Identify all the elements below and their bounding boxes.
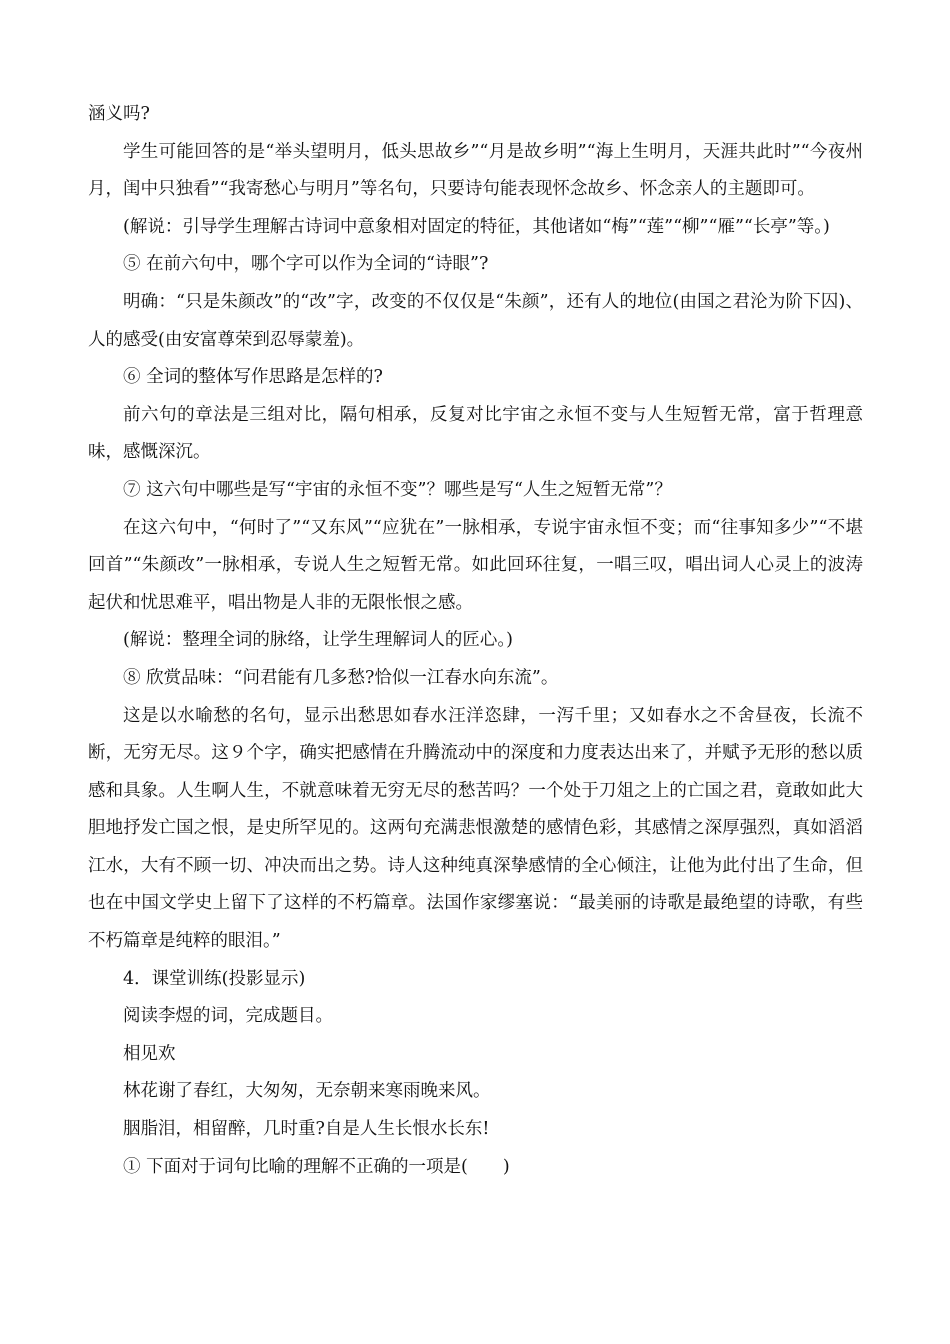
question-5: ⑤ 在前六句中，哪个字可以作为全词的“诗眼”? bbox=[123, 254, 489, 275]
answer-8: 这是以水喻愁的名句，显示出愁思如春水汪洋恣肆，一泻千里；又如春水之不舍昼夜，长流不断，无穷无尽。这９个字，确实把感情在升腾流动中的深度和力度表达出来了，并赋予无形的愁以质感和具象。人生啊人生，不就意味着无穷无尽的愁苦吗？一个处于刀俎之上的亡国之君，竟敢如此大胆地抒发亡国之恨，是史所罕见的。这两句充满悲恨激楚的感情色彩，其感情之深厚强烈，真如滔滔江水，大有不顾一切、冲决而出之势。诗人这种纯真深挚感情的全心倾注，让他为此付出了生命，但也在中国文学史上留下了这样的不朽篇章。法国作家缪塞说：“最美丽的诗歌是最绝望的诗歌，有些不朽篇章是纯粹的眼泪。” bbox=[88, 705, 863, 952]
question-8: ⑧ 欣赏品味：“问君能有几多愁?恰似一江春水向东流”。 bbox=[123, 667, 559, 688]
question-7: ⑦ 这六句中哪些是写“宇宙的永恒不变”？哪些是写“人生之短暂无常”？ bbox=[123, 479, 672, 500]
exercise-question-1: ① 下面对于词句比喻的理解不正确的一项是( ) bbox=[123, 1156, 510, 1177]
answer-5: 明确：“只是朱颜改”的“改”字，改变的不仅仅是“朱颜”，还有人的地位(由国之君沦为阶下囚)、人的感受(由安富尊荣到忍辱蒙羞)。 bbox=[88, 291, 863, 350]
section-heading: 4．课堂训练(投影显示) bbox=[123, 968, 306, 989]
answer-7: 在这六句中，“何时了”“又东风”“应犹在”一脉相承，专说宇宙永恒不变；而“往事知多少”“不堪回首”“朱颜改”一脉相承，专说人生之短暂无常。如此回环往复，一唱三叹，唱出词人心灵上的波涛起伏和忧思难平，唱出物是人非的无限怅恨之感。 bbox=[88, 517, 863, 613]
paragraph-3: (解说：引导学生理解古诗词中意象相对固定的特征，其他诸如“梅”“莲”“柳”“雁”“长亭”等。) bbox=[123, 216, 830, 237]
paragraph-1: 涵义吗? bbox=[88, 104, 150, 124]
poem-title: 相见欢 bbox=[123, 1043, 176, 1064]
question-6: ⑥ 全词的整体写作思路是怎样的? bbox=[123, 367, 383, 388]
poem-line-1: 林花谢了春红，大匆匆，无奈朝来寒雨晚来风。 bbox=[123, 1081, 491, 1102]
note-7: (解说：整理全词的脉络，让学生理解词人的匠心。) bbox=[123, 630, 513, 651]
document-page bbox=[88, 96, 863, 1186]
poem-line-2: 胭脂泪，相留醉，几时重?自是人生长恨水长东! bbox=[123, 1119, 490, 1140]
answer-6: 前六句的章法是三组对比，隔句相承，反复对比宇宙之永恒不变与人生短暂无常，富于哲理意味，感慨深沉。 bbox=[88, 404, 863, 463]
paragraph-2: 学生可能回答的是“举头望明月，低头思故乡”“月是故乡明”“海上生明月，天涯共此时”“今夜州月，闺中只独看”“我寄愁心与明月”等名句，只要诗句能表现怀念故乡、怀念亲人的主题即可。 bbox=[88, 141, 863, 200]
instruction: 阅读李煜的词，完成题目。 bbox=[123, 1006, 333, 1027]
